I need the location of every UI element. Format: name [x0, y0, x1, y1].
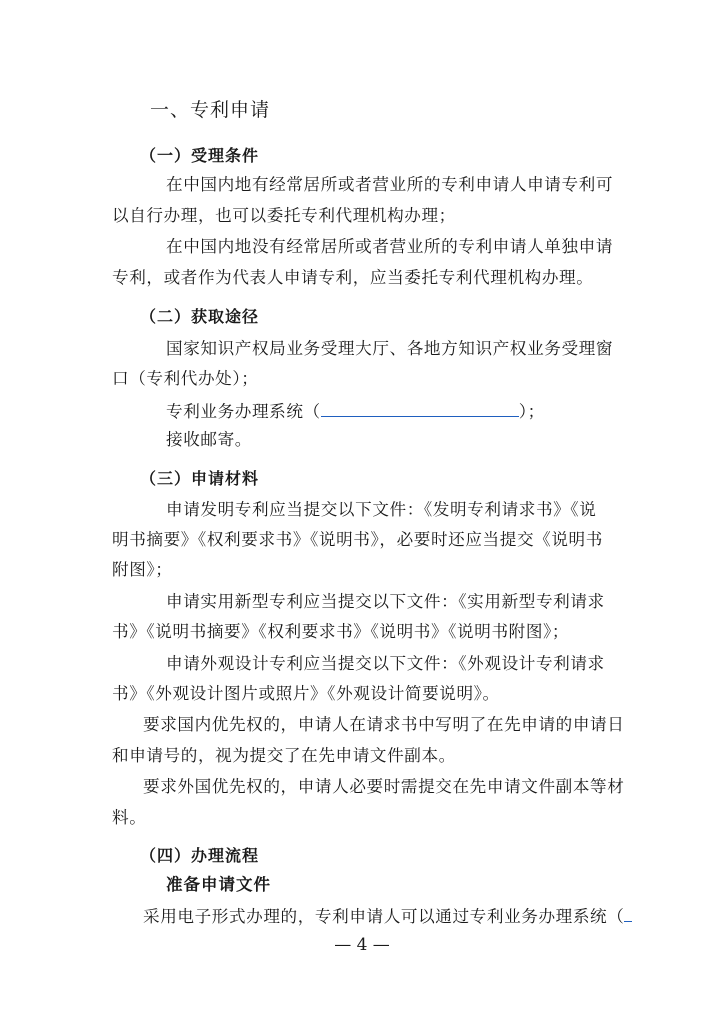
paragraph-line: 要求外国优先权的，申请人必要时需提交在先申请文件副本等材: [143, 777, 625, 796]
page-number: — 4 —: [334, 935, 390, 955]
paragraph-line: 在中国内地没有经常居所或者营业所的专利申请人单独申请: [166, 237, 614, 256]
paragraph-line: 要求国内优先权的，申请人在请求书中写明了在先申请的申请日: [143, 715, 625, 734]
paragraph-line-process: [143, 905, 632, 927]
paragraph-line: 申请外观设计专利应当提交以下文件：《外观设计专利请求: [166, 654, 605, 673]
paragraph-line: 书》《外观设计图片或照片》《外观设计简要说明》。: [112, 684, 500, 703]
process-text: 采用电子形式办理的，专利申请人可以通过专利业务办理系统（: [143, 907, 625, 926]
heading-materials: （三）申请材料: [140, 469, 260, 488]
paragraph-line: 书》《说明书摘要》《权利要求书》《说明书》《说明书附图》；: [112, 622, 570, 641]
paragraph-line: 附图》；: [112, 560, 173, 579]
paragraph-line: 以自行办理，也可以委托专利代理机构办理；: [112, 206, 456, 225]
paragraph-line: 接收邮寄。: [166, 430, 252, 449]
subheading-prepare-documents: 准备申请文件: [166, 875, 271, 894]
paragraph-line: 国家知识产权局业务受理大厅、各地方知识产权业务受理窗: [166, 339, 614, 358]
heading-channels: （二）获取途径: [140, 307, 260, 326]
paragraph-line: 口（专利代办处）；: [112, 369, 259, 388]
paragraph-line: 明书摘要》《权利要求书》《说明书》，必要时还应当提交《说明书: [112, 530, 603, 549]
process-link-blank[interactable]: [624, 905, 632, 922]
paragraph-line: 申请实用新型专利应当提交以下文件：《实用新型专利请求: [166, 592, 605, 611]
heading-acceptance: （一）受理条件: [140, 146, 260, 165]
paragraph-line: 申请发明专利应当提交以下文件：《发明专利请求书》《说: [166, 500, 597, 519]
paragraph-line: 料。: [112, 808, 147, 827]
paragraph-line-system: [166, 400, 545, 422]
system-label-close: ）；: [518, 402, 545, 421]
paragraph-line: 专利，或者作为代表人申请专利，应当委托专利代理机构办理。: [112, 268, 594, 287]
paragraph-line: 在中国内地有经常居所或者营业所的专利申请人申请专利可: [166, 175, 614, 194]
section-title: 一、专利申请: [150, 99, 271, 121]
system-link-blank[interactable]: [321, 400, 519, 417]
paragraph-line: 和申请号的，视为提交了在先申请文件副本。: [112, 746, 456, 765]
heading-process: （四）办理流程: [140, 846, 260, 865]
system-label: 专利业务办理系统（: [166, 402, 321, 421]
